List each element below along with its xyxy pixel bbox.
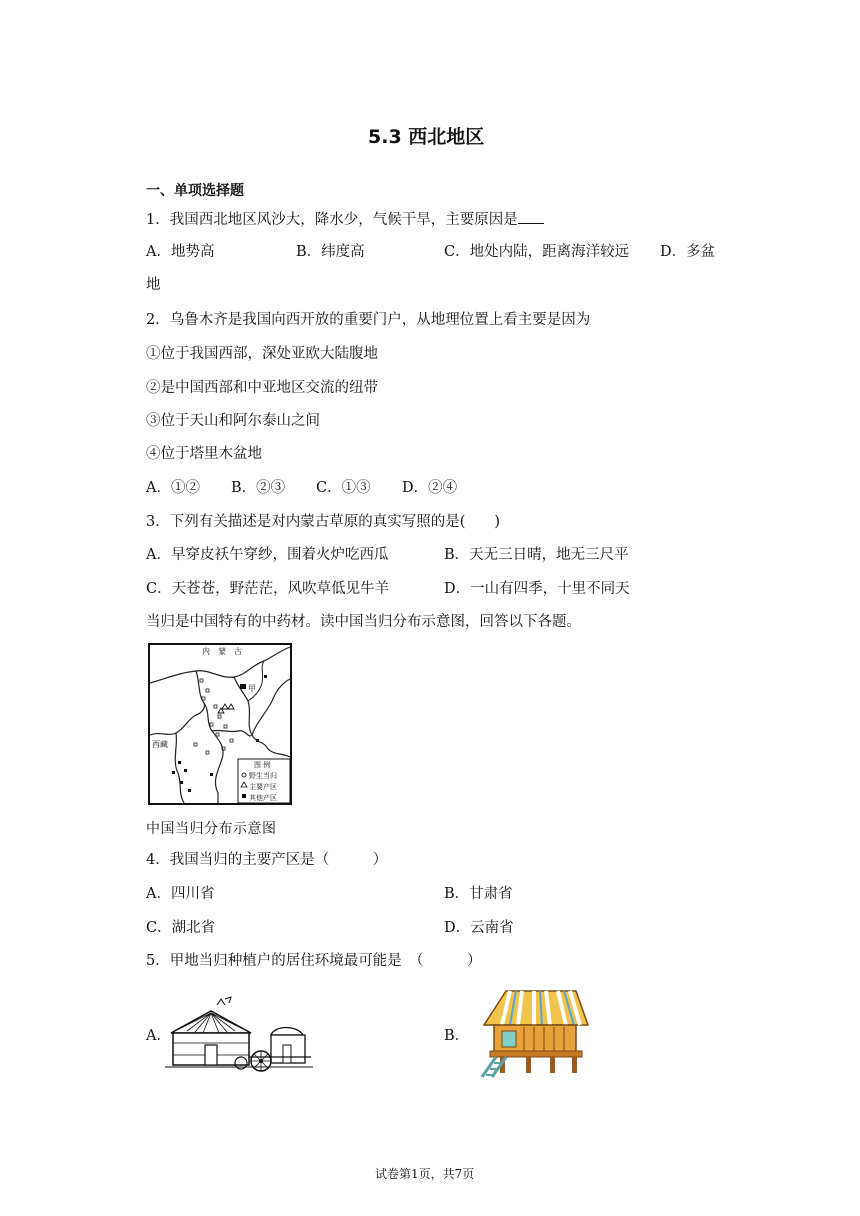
q2-option-a: A．①② [146, 480, 200, 496]
q1-option-d-wrap: 地 [146, 277, 161, 293]
stilt-house-illustration [476, 985, 592, 1081]
map-label-inner-mongolia: 内 蒙 古 [202, 647, 242, 656]
section-heading: 一、单项选择题 [146, 183, 244, 199]
angelica-distribution-map [148, 643, 292, 805]
q5-option-a-label: A． [146, 1028, 171, 1044]
map-label-jia: 甲 [248, 684, 256, 693]
q3-option-c: C．天苍苍，野茫茫，风吹草低见牛羊 [146, 581, 390, 597]
reading-intro: 当归是中国特有的中药材。读中国当归分布示意图，回答以下各题。 [146, 614, 581, 630]
map-label-tibet: 西藏 [152, 740, 168, 749]
q2-option-c: C．①③ [316, 480, 371, 496]
map-caption: 中国当归分布示意图 [146, 821, 277, 837]
q4-option-d: D．云南省 [444, 920, 514, 936]
q2-option-b: B．②③ [231, 480, 286, 496]
q1-option-c: C．地处内陆，距离海洋较远 [444, 244, 630, 260]
map-legend-other: 其他产区 [249, 794, 277, 802]
q3-option-d: D．一山有四季，十里不同天 [444, 581, 630, 597]
q4-option-c: C．湖北省 [146, 920, 216, 936]
q3-option-b: B．天无三日晴，地无三尺平 [444, 547, 629, 563]
answer-blank [518, 209, 544, 224]
q5-option-b-label: B． [444, 1028, 470, 1044]
yurt-illustration [165, 995, 313, 1077]
q2-statement-4: ④位于塔里木盆地 [146, 446, 262, 462]
q1-option-a: A．地势高 [146, 244, 215, 260]
q2-option-d: D．②④ [402, 480, 458, 496]
question-3-stem: 3．下列有关描述是对内蒙古草原的真实写照的是( ) [146, 514, 501, 530]
question-2-stem: 2．乌鲁木齐是我国向西开放的重要门户，从地理位置上看主要是因为 [146, 312, 591, 328]
page-title: 5.3 西北地区 [368, 126, 485, 148]
q2-statement-1: ①位于我国西部，深处亚欧大陆腹地 [146, 346, 378, 362]
page-footer: 试卷第1页，共7页 [375, 1167, 475, 1181]
map-legend-title: 图 例 [254, 761, 271, 769]
map-legend-wild: 野生当归 [249, 772, 277, 780]
q2-statement-2: ②是中国西部和中亚地区交流的纽带 [146, 380, 378, 396]
q2-statement-3: ③位于天山和阿尔泰山之间 [146, 413, 320, 429]
q1-option-d: D．多盆 [660, 244, 716, 260]
question-4-stem: 4．我国当归的主要产区是（ ） [146, 852, 388, 868]
q1-option-b: B．纬度高 [296, 244, 365, 260]
question-1-text: 1．我国西北地区风沙大，降水少，气候干旱，主要原因是 [146, 212, 518, 228]
question-1-stem [146, 209, 544, 230]
q3-option-a: A．早穿皮袄午穿纱，围着火炉吃西瓜 [146, 547, 389, 563]
q4-option-a: A．四川省 [146, 886, 215, 902]
question-5-stem: 5．甲地当归种植户的居住环境最可能是 （ ） [146, 953, 482, 969]
q4-option-b: B．甘肃省 [444, 886, 513, 902]
map-legend-main: 主要产区 [249, 783, 277, 791]
